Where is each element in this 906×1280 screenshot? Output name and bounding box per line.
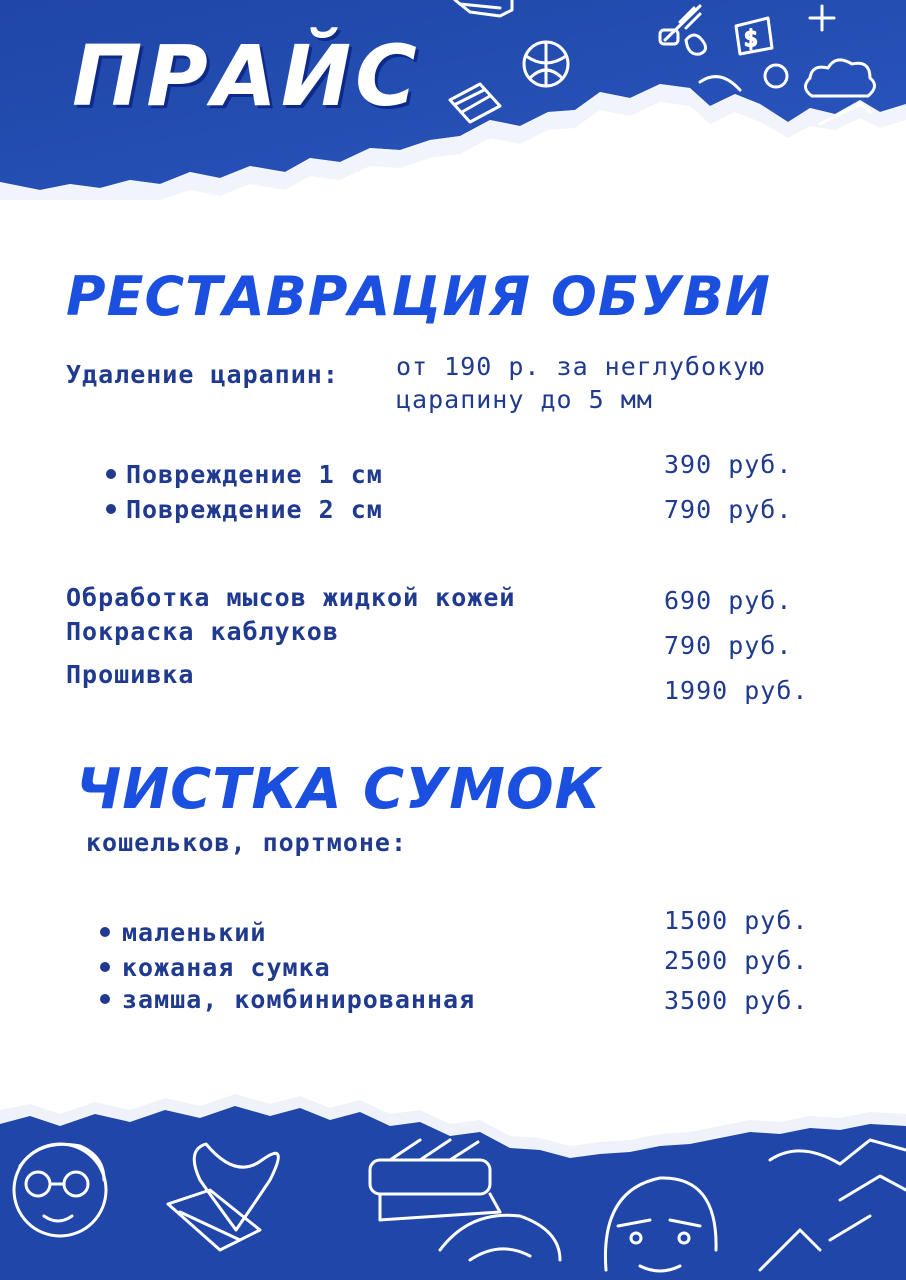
service-price: 790 руб. — [664, 631, 793, 660]
damage-item-price: 390 руб. — [664, 450, 793, 479]
bag-item-label: маленький — [122, 918, 267, 947]
bullet-icon — [106, 504, 116, 514]
bullet-icon — [100, 994, 110, 1004]
service-label: Покраска каблуков — [66, 617, 339, 646]
bullet-icon — [100, 927, 110, 937]
service-price: 1990 руб. — [664, 676, 809, 705]
scratch-price-line1: от 190 р. за неглубокую — [396, 352, 766, 381]
page-title: ПРАЙС — [72, 27, 421, 125]
service-label: Обработка мысов жидкой кожей — [66, 583, 516, 612]
scratch-price-line2: царапину до 5 мм — [396, 385, 653, 414]
bag-item-price: 1500 руб. — [664, 906, 809, 935]
damage-item-price: 790 руб. — [664, 495, 793, 524]
bullet-icon — [100, 962, 110, 972]
bag-item-label: кожаная сумка — [122, 953, 331, 982]
section-title-bags: ЧИСТКА СУМОК — [76, 757, 602, 822]
svg-text:$: $ — [744, 27, 758, 52]
damage-item-label: Повреждение 2 см — [126, 495, 383, 524]
bag-item-label: замша, комбинированная — [122, 985, 476, 1014]
damage-item-label: Повреждение 1 см — [126, 460, 383, 489]
service-label: Прошивка — [66, 660, 195, 689]
scratch-label: Удаление царапин: — [66, 360, 339, 389]
bag-item-price: 3500 руб. — [664, 986, 809, 1015]
section-title-restoration: РЕСТАВРАЦИЯ ОБУВИ — [66, 265, 771, 328]
bullet-icon — [106, 469, 116, 479]
bottom-banner — [0, 1080, 906, 1280]
service-price: 690 руб. — [664, 586, 793, 615]
section-subtitle: кошельков, портмоне: — [86, 828, 408, 857]
bag-item-price: 2500 руб. — [664, 946, 809, 975]
